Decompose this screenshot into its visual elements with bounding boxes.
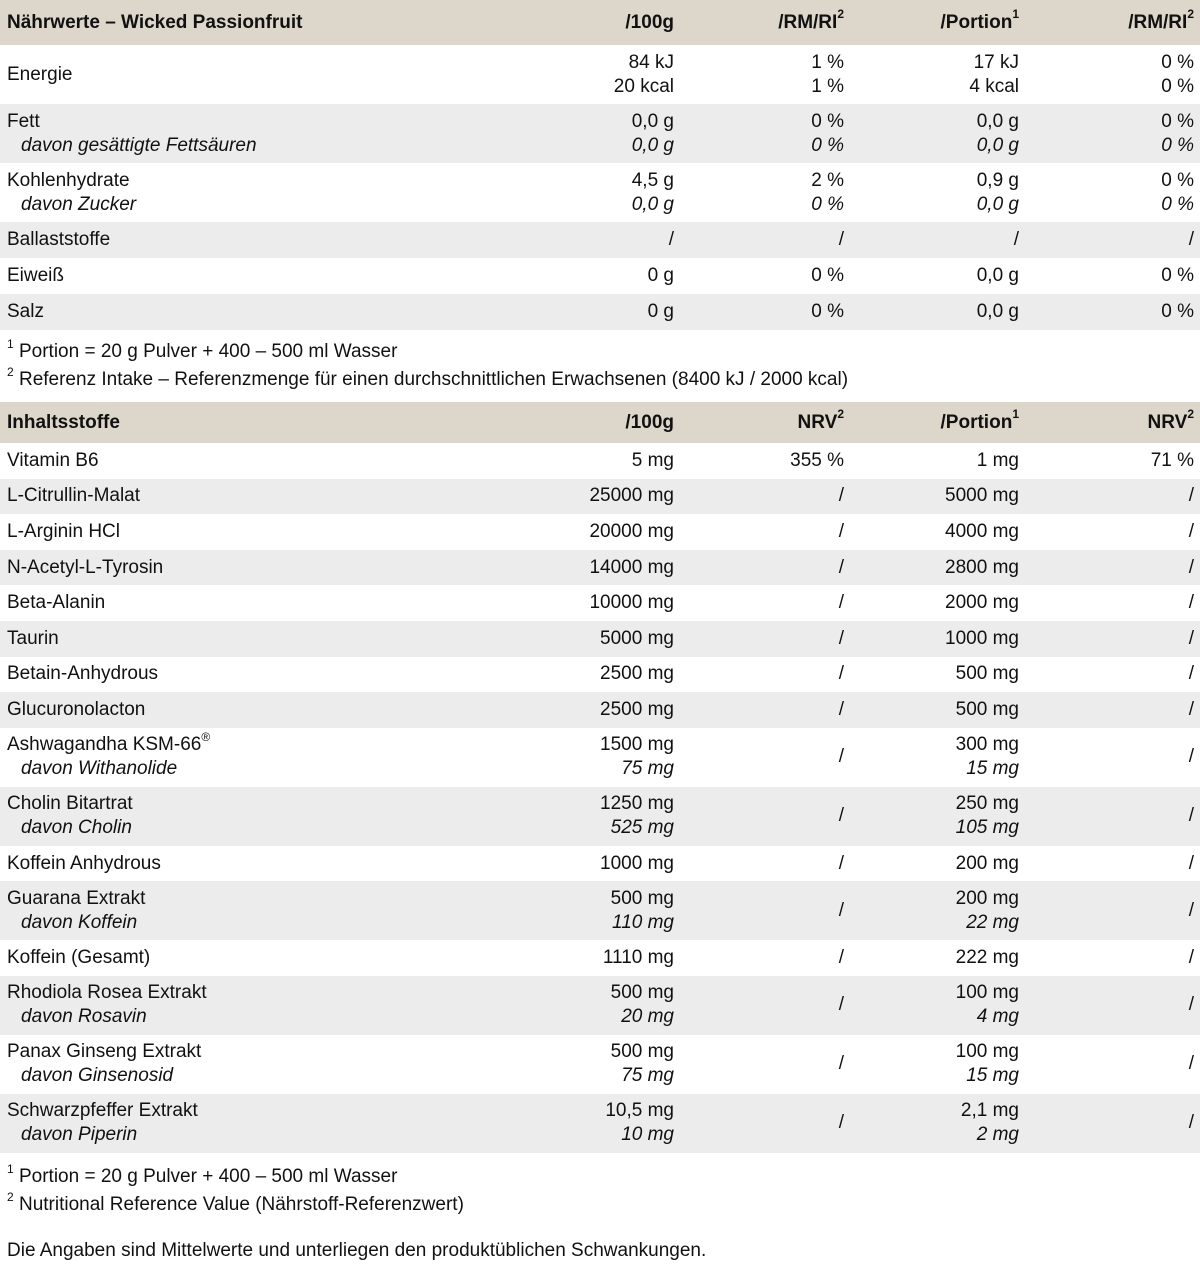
nutrient-value: / <box>1188 899 1194 921</box>
row-label <box>0 550 545 586</box>
nutrition-header-row <box>0 0 1200 45</box>
sub-nutrient-value: 0 % <box>1161 193 1194 215</box>
nutrient-name: Vitamin B6 <box>7 449 99 471</box>
nutrient-value: / <box>838 556 844 578</box>
row-value <box>545 514 680 550</box>
row-value <box>680 692 850 728</box>
table-row <box>0 621 1200 657</box>
row-value <box>680 514 850 550</box>
row-value <box>680 258 850 294</box>
col-per-portion: /Portion$^1$ <box>940 407 1019 433</box>
sub-nutrient-value: 0 % <box>1161 134 1194 156</box>
row-label <box>0 514 545 550</box>
nutrient-value: 1250 mg <box>600 793 674 815</box>
nutrition-title: Nährwerte – Wicked Passionfruit <box>7 11 303 33</box>
nutrient-name: Betain-Anhydrous <box>7 663 159 685</box>
row-value <box>850 222 1025 258</box>
table-row <box>0 1035 1200 1094</box>
nutrient-value: 17 kJ <box>973 51 1019 73</box>
col-per-100g: /100g <box>625 11 674 33</box>
row-value <box>680 294 850 330</box>
table-row <box>0 976 1200 1035</box>
row-label <box>0 585 545 621</box>
sub-nutrient-value: 15 mg <box>966 1065 1019 1087</box>
nutrient-name: Salz <box>7 301 44 322</box>
sub-nutrient-value: 0,0 g <box>631 193 674 215</box>
nutrient-name: Koffein Anhydrous <box>7 852 161 874</box>
row-label <box>0 728 545 787</box>
row-value <box>680 728 850 787</box>
row-label <box>0 222 545 258</box>
nutrient-name: Beta-Alanin <box>7 592 106 614</box>
row-value <box>1025 479 1200 515</box>
nutrient-value: 0 % <box>1161 51 1194 73</box>
sub-nutrient-name: davon Rosavin <box>21 1006 147 1028</box>
sub-nutrient-name: davon Koffein <box>21 911 138 933</box>
row-value <box>850 787 1025 846</box>
sub-nutrient-value: 525 mg <box>610 817 674 839</box>
row-value <box>1025 443 1200 479</box>
nutrient-value: / <box>1188 805 1194 827</box>
row-value <box>850 443 1025 479</box>
sub-nutrient-value: 1 % <box>811 75 844 97</box>
row-value <box>850 621 1025 657</box>
nutrient-value: 20000 mg <box>589 520 674 542</box>
row-value <box>1025 621 1200 657</box>
nutrient-name: Taurin <box>7 627 59 649</box>
nutrient-value: / <box>838 627 844 649</box>
row-value <box>680 550 850 586</box>
row-value <box>1025 294 1200 330</box>
row-value <box>850 657 1025 693</box>
row-value <box>850 258 1025 294</box>
footnote: $^1$ Portion = 20 g Pulver + 400 – 500 ml Wasser <box>7 336 398 362</box>
row-value <box>545 621 680 657</box>
footnote: $^2$ Referenz Intake – Referenzmenge für einen durchschnittlichen Erwachsenen (8400 kJ / 2000 kcal) <box>7 364 849 390</box>
nutrient-value: 0 % <box>1161 110 1194 132</box>
ingredients-footnotes <box>0 1153 1200 1219</box>
nutrient-value: / <box>838 663 844 685</box>
nutrient-value: 0 % <box>1161 301 1194 322</box>
row-value <box>545 881 680 940</box>
nutrient-value: 84 kJ <box>628 51 674 73</box>
row-value <box>680 976 850 1035</box>
col-nrv-portion: NRV$^2$ <box>1147 407 1194 433</box>
row-value <box>545 258 680 294</box>
row-label <box>0 1035 545 1094</box>
row-value <box>850 728 1025 787</box>
sub-nutrient-name: davon Ginsenosid <box>21 1065 174 1087</box>
row-value <box>680 163 850 222</box>
nutrient-value: / <box>1188 663 1194 685</box>
nutrient-name: Guarana Extrakt <box>7 887 146 909</box>
nutrient-value: 1000 mg <box>600 852 674 874</box>
row-value <box>545 45 680 104</box>
nutrient-value: / <box>1188 520 1194 542</box>
row-value <box>1025 728 1200 787</box>
nutrient-value: / <box>668 229 674 250</box>
row-value <box>850 1035 1025 1094</box>
row-value <box>850 550 1025 586</box>
nutrient-value: 5 mg <box>631 449 674 471</box>
nutrient-value: 0,0 g <box>976 265 1019 286</box>
row-label <box>0 104 545 163</box>
row-value <box>680 104 850 163</box>
col-per-portion: /Portion$^1$ <box>940 7 1019 33</box>
nutrient-name: Koffein (Gesamt) <box>7 947 151 969</box>
row-value <box>680 940 850 976</box>
nutrient-value: / <box>1188 698 1194 720</box>
nutrient-value: 0 % <box>1161 169 1194 191</box>
nutrient-value: 10,5 mg <box>605 1100 674 1122</box>
nutrient-value: 100 mg <box>955 982 1019 1004</box>
nutrient-value: 25000 mg <box>589 485 674 507</box>
nutrient-value: 0 % <box>1161 265 1194 286</box>
nutrient-value: 222 mg <box>955 947 1019 969</box>
row-value <box>545 222 680 258</box>
row-value <box>850 514 1025 550</box>
row-value <box>680 222 850 258</box>
row-value <box>850 585 1025 621</box>
table-row <box>0 846 1200 882</box>
row-value <box>680 1035 850 1094</box>
nutrient-name: Ballaststoffe <box>7 229 111 250</box>
row-value <box>850 881 1025 940</box>
row-value <box>545 479 680 515</box>
row-value <box>545 787 680 846</box>
nutrient-value: 0,0 g <box>631 110 674 132</box>
col-rm-ri-portion: $/RM/RI^2$ <box>1128 7 1194 33</box>
nutrient-name: Cholin Bitartrat <box>7 793 133 815</box>
row-value <box>680 479 850 515</box>
sub-nutrient-value: 110 mg <box>612 911 674 933</box>
sub-nutrient-value: 105 mg <box>955 817 1019 839</box>
sub-nutrient-value: 75 mg <box>621 758 674 780</box>
nutrient-value: 1110 mg <box>602 947 674 969</box>
row-value <box>1025 1035 1200 1094</box>
nutrient-name: L-Citrullin-Malat <box>7 485 141 507</box>
row-label <box>0 787 545 846</box>
row-label <box>0 881 545 940</box>
row-value <box>850 294 1025 330</box>
table-row <box>0 258 1200 294</box>
row-value <box>1025 45 1200 104</box>
row-label <box>0 443 545 479</box>
nutrient-name: Kohlenhydrate <box>7 169 130 191</box>
nutrient-value: 71 % <box>1150 449 1194 471</box>
row-value <box>680 443 850 479</box>
nutrient-value: 2,1 mg <box>960 1100 1019 1122</box>
nutrient-value: / <box>838 899 844 921</box>
nutrient-value: 0,9 g <box>976 169 1019 191</box>
row-value <box>545 976 680 1035</box>
table-row <box>0 881 1200 940</box>
nutrient-value: / <box>1188 229 1194 250</box>
nutrient-value: 4000 mg <box>945 520 1019 542</box>
row-value <box>545 294 680 330</box>
nutrient-name: Energie <box>7 63 73 85</box>
row-value <box>545 163 680 222</box>
row-value <box>680 657 850 693</box>
nutrient-value: 0 % <box>811 265 844 286</box>
sub-nutrient-value: 20 mg <box>621 1006 674 1028</box>
nutrient-value: 0,0 g <box>976 301 1019 322</box>
row-value <box>680 846 850 882</box>
table-row <box>0 163 1200 222</box>
row-label <box>0 258 545 294</box>
nutrient-name: N-Acetyl-L-Tyrosin <box>7 556 164 578</box>
nutrient-value: 500 mg <box>610 1041 674 1063</box>
nutrient-value: 2000 mg <box>945 592 1019 614</box>
sub-nutrient-name: davon Piperin <box>21 1124 138 1146</box>
table-row <box>0 104 1200 163</box>
registered-mark: ® <box>201 729 211 744</box>
table-row <box>0 294 1200 330</box>
nutrient-value: / <box>838 852 844 874</box>
table-row <box>0 45 1200 104</box>
table-row <box>0 479 1200 515</box>
row-value <box>1025 514 1200 550</box>
nutrient-value: / <box>1188 1112 1194 1134</box>
row-label <box>0 294 545 330</box>
nutrient-value: 0 % <box>811 110 844 132</box>
row-label <box>0 163 545 222</box>
nutrient-name: Eiweiß <box>7 265 65 286</box>
row-value <box>545 846 680 882</box>
row-value <box>545 940 680 976</box>
row-value <box>680 881 850 940</box>
nutrient-value: 100 mg <box>955 1041 1019 1063</box>
nutrient-value: / <box>1013 229 1019 250</box>
row-value <box>680 1094 850 1153</box>
nutrient-value: / <box>1188 627 1194 649</box>
sub-nutrient-value: 4 kcal <box>969 75 1019 97</box>
sub-nutrient-value: 20 kcal <box>613 75 674 97</box>
disclaimer: Die Angaben sind Mittelwerte und unterliegen den produktüblichen Schwankungen. <box>7 1239 707 1261</box>
nutrient-value: 2500 mg <box>600 663 674 685</box>
row-label <box>0 479 545 515</box>
table-row <box>0 550 1200 586</box>
sub-nutrient-name: davon gesättigte Fettsäuren <box>21 134 257 156</box>
nutrient-value: 0 g <box>647 265 674 286</box>
table-row <box>0 787 1200 846</box>
row-value <box>545 104 680 163</box>
table-row <box>0 940 1200 976</box>
nutrient-value: 2800 mg <box>945 556 1019 578</box>
sub-nutrient-value: 4 mg <box>976 1006 1019 1028</box>
nutrient-value: / <box>838 698 844 720</box>
nutrient-value: / <box>838 805 844 827</box>
footnote: $^2$ Nutritional Reference Value (Nährstoff-Referenzwert) <box>7 1189 464 1215</box>
table-row <box>0 222 1200 258</box>
row-value <box>545 585 680 621</box>
row-value <box>1025 104 1200 163</box>
row-value <box>850 846 1025 882</box>
nutrient-value: 2 % <box>811 169 844 191</box>
nutrient-value: 1500 mg <box>600 734 674 756</box>
table-row <box>0 1094 1200 1153</box>
row-value <box>545 550 680 586</box>
row-value <box>850 45 1025 104</box>
sub-nutrient-value: 75 mg <box>621 1065 674 1087</box>
sub-nutrient-value: 22 mg <box>966 911 1019 933</box>
row-value <box>1025 940 1200 976</box>
nutrient-value: 5000 mg <box>600 627 674 649</box>
nutrient-value: 2500 mg <box>600 698 674 720</box>
nutrient-name: Rhodiola Rosea Extrakt <box>7 982 207 1004</box>
nutrient-value: / <box>838 947 844 969</box>
nutrient-value: 1 % <box>811 51 844 73</box>
row-value <box>680 787 850 846</box>
row-label <box>0 692 545 728</box>
nutrient-value: / <box>1188 947 1194 969</box>
table-row <box>0 514 1200 550</box>
col-per-100g: /100g <box>625 411 674 433</box>
sub-nutrient-value: 0 % <box>811 134 844 156</box>
nutrient-value: / <box>838 746 844 768</box>
nutrient-value: / <box>838 1112 844 1134</box>
nutrient-name: Fett <box>7 110 40 132</box>
nutrient-value: 4,5 g <box>631 169 674 191</box>
nutrient-value: / <box>1188 746 1194 768</box>
nutrient-value: / <box>838 485 844 507</box>
row-value <box>1025 550 1200 586</box>
table-row <box>0 585 1200 621</box>
row-value <box>545 1035 680 1094</box>
nutrient-value: 5000 mg <box>945 485 1019 507</box>
row-label <box>0 1094 545 1153</box>
row-label <box>0 940 545 976</box>
row-value <box>1025 163 1200 222</box>
nutrient-name: Ashwagandha KSM-66 <box>7 734 202 756</box>
row-value <box>850 976 1025 1035</box>
nutrient-value: 500 mg <box>610 887 674 909</box>
row-value <box>1025 258 1200 294</box>
nutrient-value: 0 g <box>647 301 674 322</box>
nutrient-name: L-Arginin HCl <box>7 520 120 542</box>
nutrient-value: 1000 mg <box>945 627 1019 649</box>
row-value <box>545 657 680 693</box>
table-row <box>0 657 1200 693</box>
row-value <box>1025 692 1200 728</box>
nutrient-value: 200 mg <box>955 887 1019 909</box>
sub-nutrient-value: 0 % <box>1161 75 1194 97</box>
row-value <box>1025 657 1200 693</box>
nutrient-value: 14000 mg <box>589 556 674 578</box>
ingredients-table <box>0 402 1200 1153</box>
row-label <box>0 846 545 882</box>
nutrient-value: / <box>1188 994 1194 1016</box>
sub-nutrient-name: davon Withanolide <box>21 758 178 780</box>
nutrient-value: / <box>838 994 844 1016</box>
row-value <box>680 621 850 657</box>
nutrient-value: / <box>838 229 844 250</box>
row-value <box>850 1094 1025 1153</box>
sub-nutrient-value: 0,0 g <box>976 193 1019 215</box>
nutrient-value: 200 mg <box>955 852 1019 874</box>
row-value <box>680 45 850 104</box>
nutrient-value: / <box>1188 852 1194 874</box>
ingredients-title: Inhaltsstoffe <box>7 411 120 433</box>
table-row <box>0 728 1200 787</box>
footnote: $^1$ Portion = 20 g Pulver + 400 – 500 ml Wasser <box>7 1161 398 1187</box>
nutrition-section <box>0 0 1200 402</box>
table-row <box>0 692 1200 728</box>
nutrient-value: 500 mg <box>955 663 1019 685</box>
row-label <box>0 657 545 693</box>
nutrient-value: 10000 mg <box>589 592 674 614</box>
row-label <box>0 621 545 657</box>
nutrient-value: / <box>838 520 844 542</box>
row-value <box>1025 846 1200 882</box>
sub-nutrient-value: 0,0 g <box>631 134 674 156</box>
row-value <box>1025 976 1200 1035</box>
row-value <box>850 940 1025 976</box>
nutrient-value: / <box>838 1053 844 1075</box>
col-rm-ri-100g: $/RM/RI^2$ <box>778 7 844 33</box>
row-value <box>545 692 680 728</box>
table-row <box>0 443 1200 479</box>
row-value <box>1025 222 1200 258</box>
nutrient-value: 355 % <box>790 449 844 471</box>
sub-nutrient-value: 15 mg <box>966 758 1019 780</box>
row-value <box>545 728 680 787</box>
row-value <box>1025 1094 1200 1153</box>
ingredients-header-row <box>0 402 1200 443</box>
row-value <box>680 585 850 621</box>
nutrient-value: / <box>1188 485 1194 507</box>
ingredients-section <box>0 402 1200 1265</box>
nutrient-value: / <box>1188 1053 1194 1075</box>
nutrient-name: Glucuronolacton <box>7 698 146 720</box>
sub-nutrient-name: davon Cholin <box>21 817 132 839</box>
nutrient-value: 1 mg <box>976 449 1019 471</box>
row-value <box>850 104 1025 163</box>
row-value <box>1025 787 1200 846</box>
sub-nutrient-name: davon Zucker <box>21 193 137 215</box>
nutrient-value: 500 mg <box>955 698 1019 720</box>
nutrition-table <box>0 0 1200 330</box>
nutrient-value: 0 % <box>811 301 844 322</box>
col-nrv-100g: NRV$^2$ <box>797 407 844 433</box>
nutrient-name: Schwarzpfeffer Extrakt <box>7 1100 198 1122</box>
row-value <box>545 1094 680 1153</box>
row-value <box>850 479 1025 515</box>
row-value <box>545 443 680 479</box>
nutrient-value: / <box>1188 592 1194 614</box>
row-value <box>1025 881 1200 940</box>
row-value <box>1025 585 1200 621</box>
sub-nutrient-value: 10 mg <box>621 1124 674 1146</box>
row-label <box>0 45 545 104</box>
nutrient-value: 0,0 g <box>976 110 1019 132</box>
nutrient-value: 500 mg <box>610 982 674 1004</box>
nutrient-value: 300 mg <box>955 734 1019 756</box>
nutrient-name: Panax Ginseng Extrakt <box>7 1041 202 1063</box>
nutrition-footnotes <box>0 330 1200 402</box>
sub-nutrient-value: 0,0 g <box>976 134 1019 156</box>
nutrient-value: / <box>838 592 844 614</box>
row-value <box>850 692 1025 728</box>
row-value <box>850 163 1025 222</box>
nutrient-value: 250 mg <box>955 793 1019 815</box>
sub-nutrient-value: 2 mg <box>976 1124 1019 1146</box>
nutrient-value: / <box>1188 556 1194 578</box>
sub-nutrient-value: 0 % <box>811 193 844 215</box>
row-label <box>0 976 545 1035</box>
